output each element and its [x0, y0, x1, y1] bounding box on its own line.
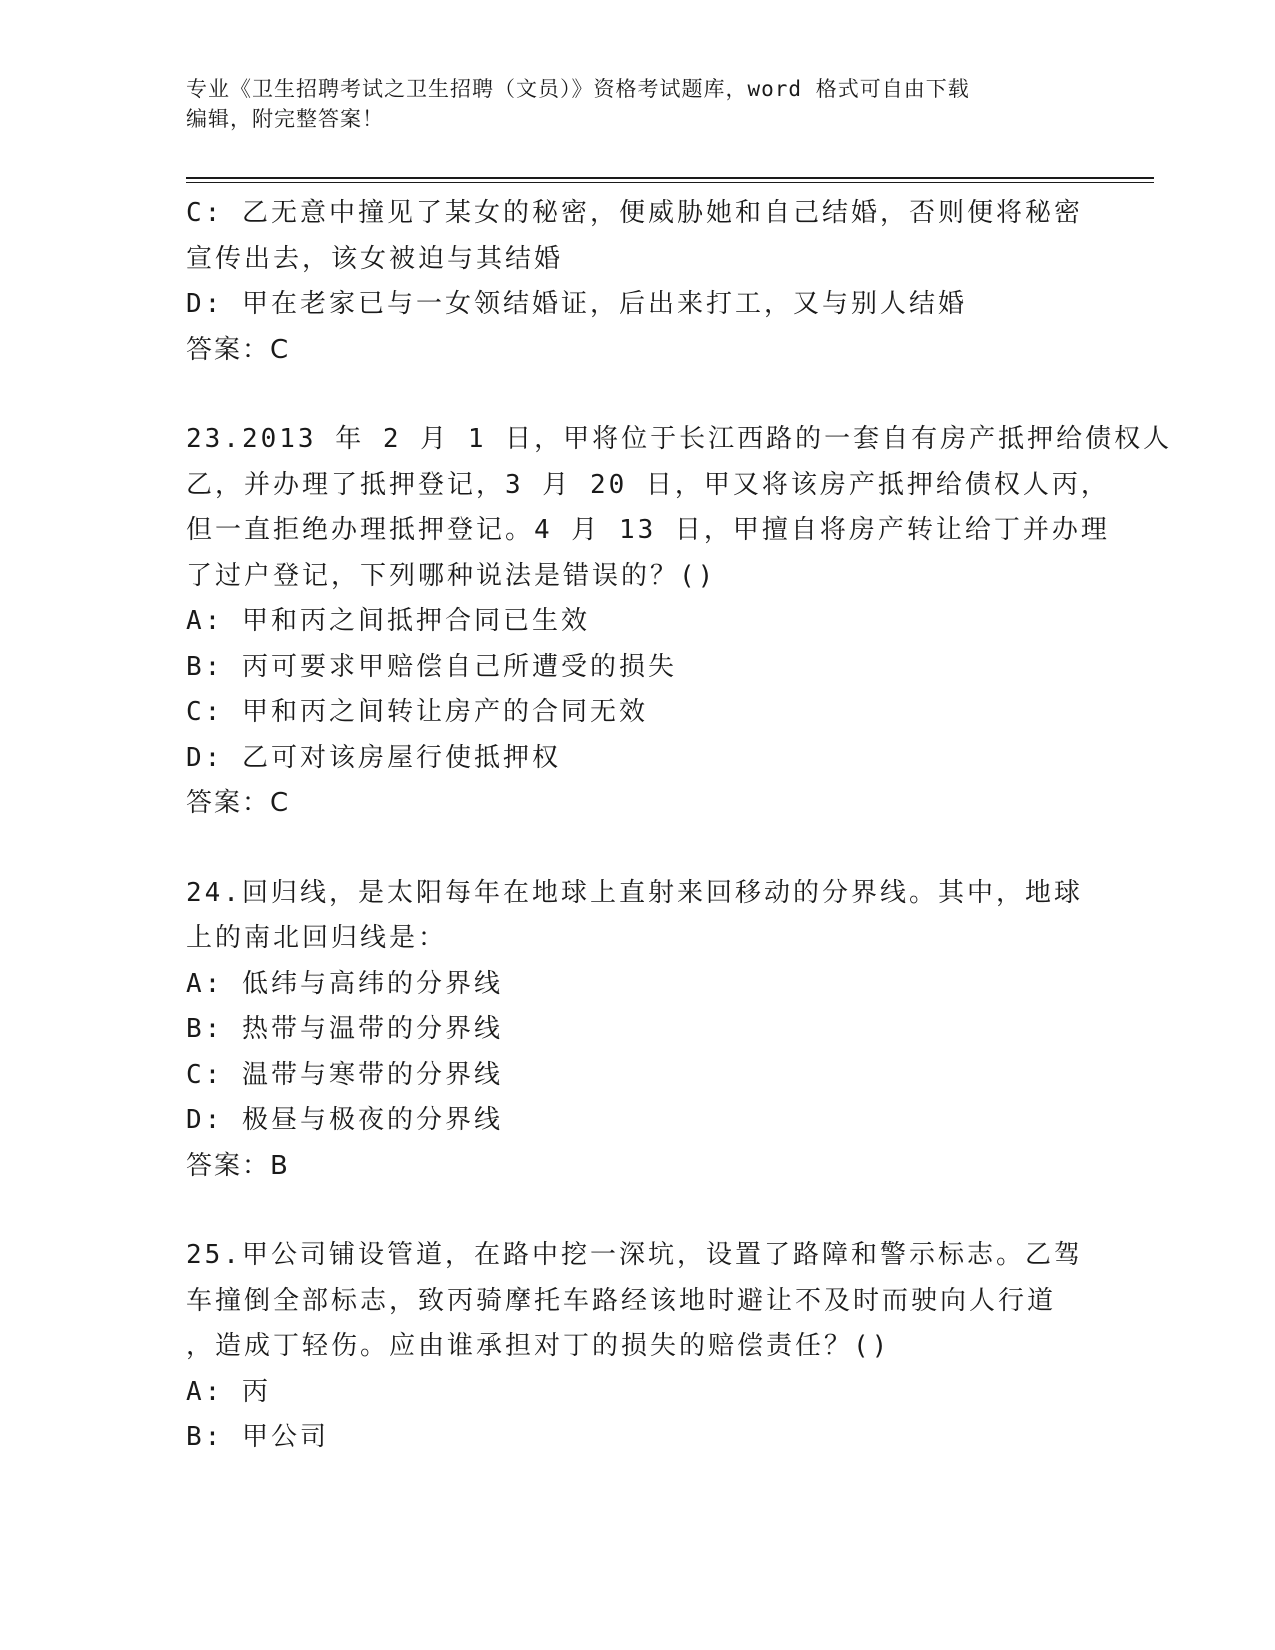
question-list [186, 191, 1173, 1461]
question-stem-line: 25.甲公司铺设管道，在路中挖一深坑，设置了路障和警示标志。乙驾 [186, 1240, 1083, 1270]
option-c: C: 甲和丙之间转让房产的合同无效 [186, 697, 648, 727]
question-stem-line: 23.2013 年 2 月 1 日，甲将位于长江西路的一套自有房产抵押给债权人 [186, 424, 1173, 454]
header-divider-thick [186, 177, 1154, 179]
header-line-2: 编辑，附完整答案！ [186, 107, 384, 131]
question-25 [186, 1233, 1086, 1461]
question-spacer [186, 1189, 1086, 1233]
option-c-line-1: C: 乙无意中撞见了某女的秘密，便威胁她和自己结婚，否则便将秘密 [186, 198, 1083, 228]
option-b: B: 甲公司 [186, 1422, 329, 1452]
question-stem-line: 但一直拒绝办理抵押登记。4 月 13 日，甲擅自将房产转让给丁并办理 [186, 515, 1110, 545]
question-stem-line: 上的南北回归线是： [186, 923, 448, 953]
option-d: D: 极昼与极夜的分界线 [186, 1105, 503, 1135]
header-divider-thin [186, 182, 1154, 183]
question-24 [186, 871, 1086, 1190]
option-b: B: 丙可要求甲赔偿自己所遭受的损失 [186, 651, 677, 682]
header-line-1: 专业《卫生招聘考试之卫生招聘（文员）》资格考试题库，word 格式可自由下载 [186, 77, 970, 101]
answer-label: 答案：C [186, 788, 291, 818]
question-stem-line: 车撞倒全部标志，致丙骑摩托车路经该地时避让不及时而驶向人行道 [186, 1285, 1057, 1316]
answer-label: 答案：B [186, 1150, 290, 1181]
question-stem-line: 了过户登记，下列哪种说法是错误的？() [186, 560, 717, 591]
question-22-continued [186, 191, 1086, 373]
question-stem-line: ，造成丁轻伤。应由谁承担对丁的损失的赔偿责任？() [186, 1331, 891, 1361]
question-stem-line: 乙，并办理了抵押登记，3 月 20 日，甲又将该房产抵押给债权人丙， [186, 469, 1110, 500]
question-spacer [186, 373, 1086, 417]
answer-label: 答案：C [186, 334, 291, 365]
option-b: B: 热带与温带的分界线 [186, 1014, 503, 1044]
document-header [186, 74, 1066, 134]
question-stem-line: 24.回归线，是太阳每年在地球上直射来回移动的分界线。其中，地球 [186, 877, 1083, 908]
option-d: D: 甲在老家已与一女领结婚证，后出来打工，又与别人结婚 [186, 289, 967, 319]
option-a: A: 低纬与高纬的分界线 [186, 968, 503, 999]
option-c-line-2: 宣传出去，该女被迫与其结婚 [186, 243, 564, 274]
option-d: D: 乙可对该房屋行使抵押权 [186, 742, 561, 773]
option-a: A: 丙 [186, 1376, 271, 1407]
question-spacer [186, 827, 1086, 871]
question-23 [186, 417, 1173, 827]
option-c: C: 温带与寒带的分界线 [186, 1059, 503, 1090]
option-a: A: 甲和丙之间抵押合同已生效 [186, 606, 590, 636]
